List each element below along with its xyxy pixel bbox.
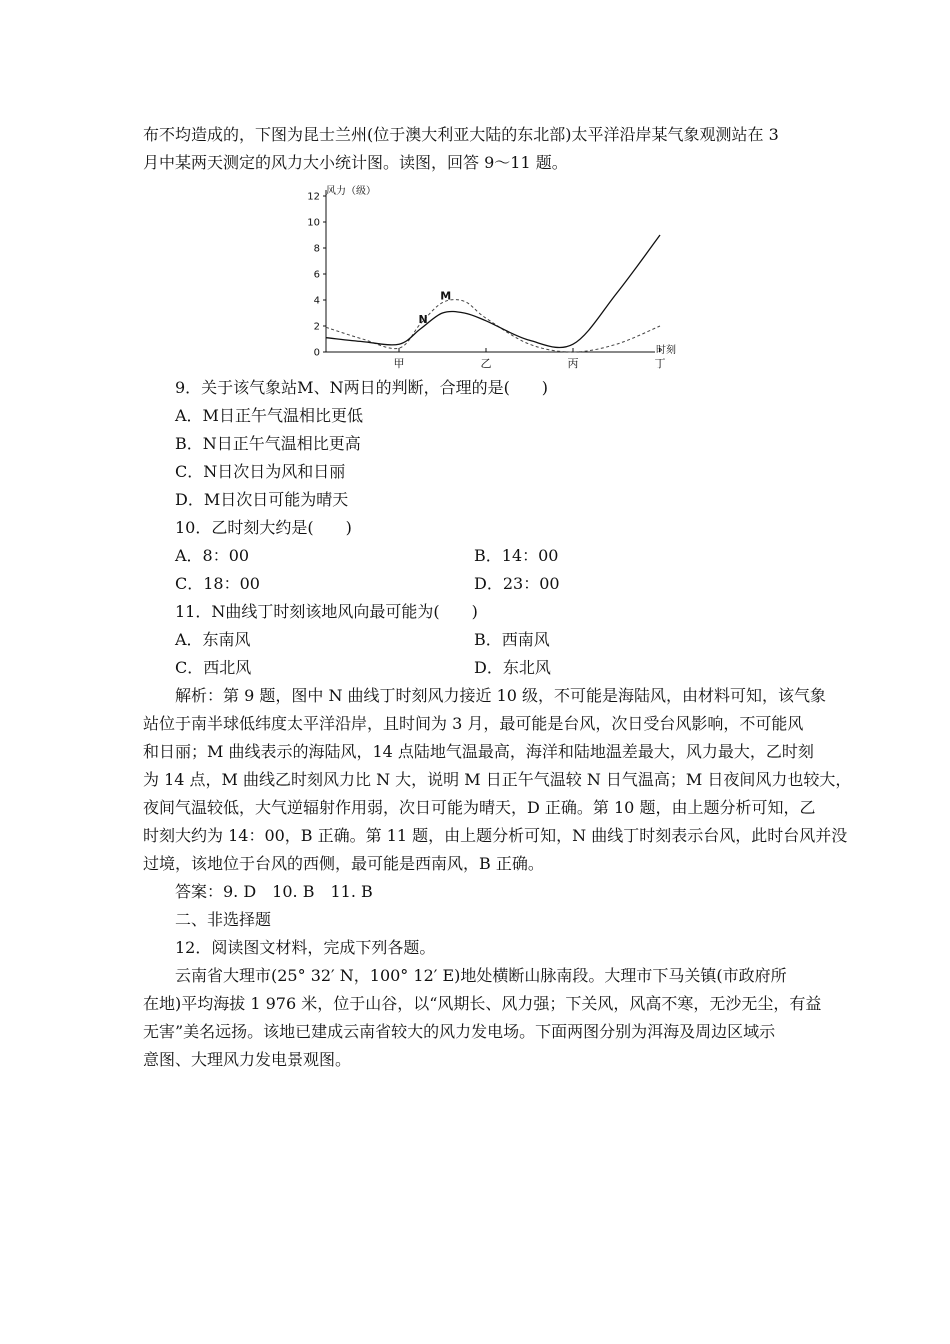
question-11-option-b: B．西南风 — [474, 630, 550, 649]
y-tick-label: 0 — [313, 347, 320, 359]
question-12-line-4: 意图、大理风力发电景观图。 — [143, 1050, 352, 1069]
question-11-option-a: A．东南风 — [175, 630, 251, 649]
analysis-line-6: 时刻大约为 14：00，B 正确。第 11 题，由上题分析可知，N 曲线丁时刻表示台风，此时台风并没 — [143, 826, 848, 845]
analysis-line-2: 站位于南半球低纬度太平洋沿岸，且时间为 3 月，最可能是台风，次日受台风影响，不可能风 — [143, 714, 804, 733]
y-tick-label: 4 — [313, 295, 320, 307]
question-9-stem: 9．关于该气象站M、N两日的判断，合理的是( ) — [175, 378, 549, 397]
question-11-stem: 11．N曲线丁时刻该地风向最可能为( ) — [175, 602, 478, 621]
wind-force-chart — [290, 182, 690, 372]
x-tick-label: 丁 — [654, 357, 666, 370]
question-12-stem: 12．阅读图文材料，完成下列各题。 — [175, 938, 436, 957]
series-m-line — [326, 300, 660, 352]
analysis-line-5: 夜间气温较低，大气逆辐射作用弱，次日可能为晴天，D 正确。第 10 题，由上题分析可知，乙 — [143, 798, 816, 817]
y-tick-label: 10 — [307, 217, 320, 229]
answer-line: 答案：9. D 10. B 11. B — [175, 882, 373, 901]
question-11-option-c: C．西北风 — [175, 658, 252, 677]
question-9-option-c: C．N日次日为风和日丽 — [175, 462, 346, 481]
question-10-option-d: D．23：00 — [474, 574, 560, 593]
x-tick-label: 乙 — [480, 357, 492, 370]
question-12-line-3: 无害”美名远扬。该地已建成云南省较大的风力发电场。下面两图分别为洱海及周边区域示 — [143, 1022, 776, 1041]
section-heading: 二、非选择题 — [175, 910, 272, 929]
question-10-option-b: B．14：00 — [474, 546, 559, 565]
question-10-stem: 10．乙时刻大约是( ) — [175, 518, 352, 537]
x-tick-label: 丙 — [567, 357, 579, 370]
series-n-line — [326, 235, 660, 348]
analysis-line-7: 过境，该地位于台风的西侧，最可能是西南风，B 正确。 — [143, 854, 544, 873]
question-12-line-1: 云南省大理市(25° 32′ N，100° 12′ E)地处横断山脉南段。大理市下马关镇(市政府所 — [175, 966, 787, 985]
question-9-option-a: A．M日正午气温相比更低 — [175, 406, 363, 425]
analysis-line-1: 解析：第 9 题，图中 N 曲线丁时刻风力接近 10 级，不可能是海陆风，由材料可知，该气象 — [175, 686, 827, 705]
x-tick-label: 甲 — [393, 357, 405, 370]
y-axis-label: 风力（级） — [326, 186, 376, 197]
series-m-label: M — [440, 289, 452, 303]
series-n-label: N — [418, 313, 428, 326]
analysis-line-4: 为 14 点，M 曲线乙时刻风力比 N 大，说明 M 日正午气温较 N 日气温高；M 日夜间风力也较大， — [143, 770, 852, 789]
question-9-option-b: B．N日正午气温相比更高 — [175, 434, 361, 453]
question-11-option-d: D．东北风 — [474, 658, 551, 677]
intro-line-2: 月中某两天测定的风力大小统计图。读图，回答 9～11 题。 — [143, 153, 568, 172]
y-tick-label: 12 — [307, 191, 320, 203]
question-12-line-2: 在地)平均海拔 1 976 米，位于山谷，以“风期长、风力强；下关风，风高不寒，无沙无尘，有益 — [143, 994, 822, 1013]
y-tick-label: 6 — [313, 269, 320, 281]
intro-line-1: 布不均造成的，下图为昆士兰州(位于澳大利亚大陆的东北部)太平洋沿岸某气象观测站在 3 — [143, 125, 779, 144]
question-9-option-d: D．M日次日可能为晴天 — [175, 490, 349, 509]
x-axis-label: 时刻 — [656, 345, 676, 356]
y-tick-label: 8 — [313, 243, 320, 255]
question-10-option-a: A．8：00 — [175, 546, 250, 565]
y-tick-label: 2 — [313, 321, 320, 333]
analysis-line-3: 和日丽；M 曲线表示的海陆风，14 点陆地气温最高，海洋和陆地温差最大，风力最大，乙时刻 — [143, 742, 814, 761]
question-10-option-c: C．18：00 — [175, 574, 260, 593]
